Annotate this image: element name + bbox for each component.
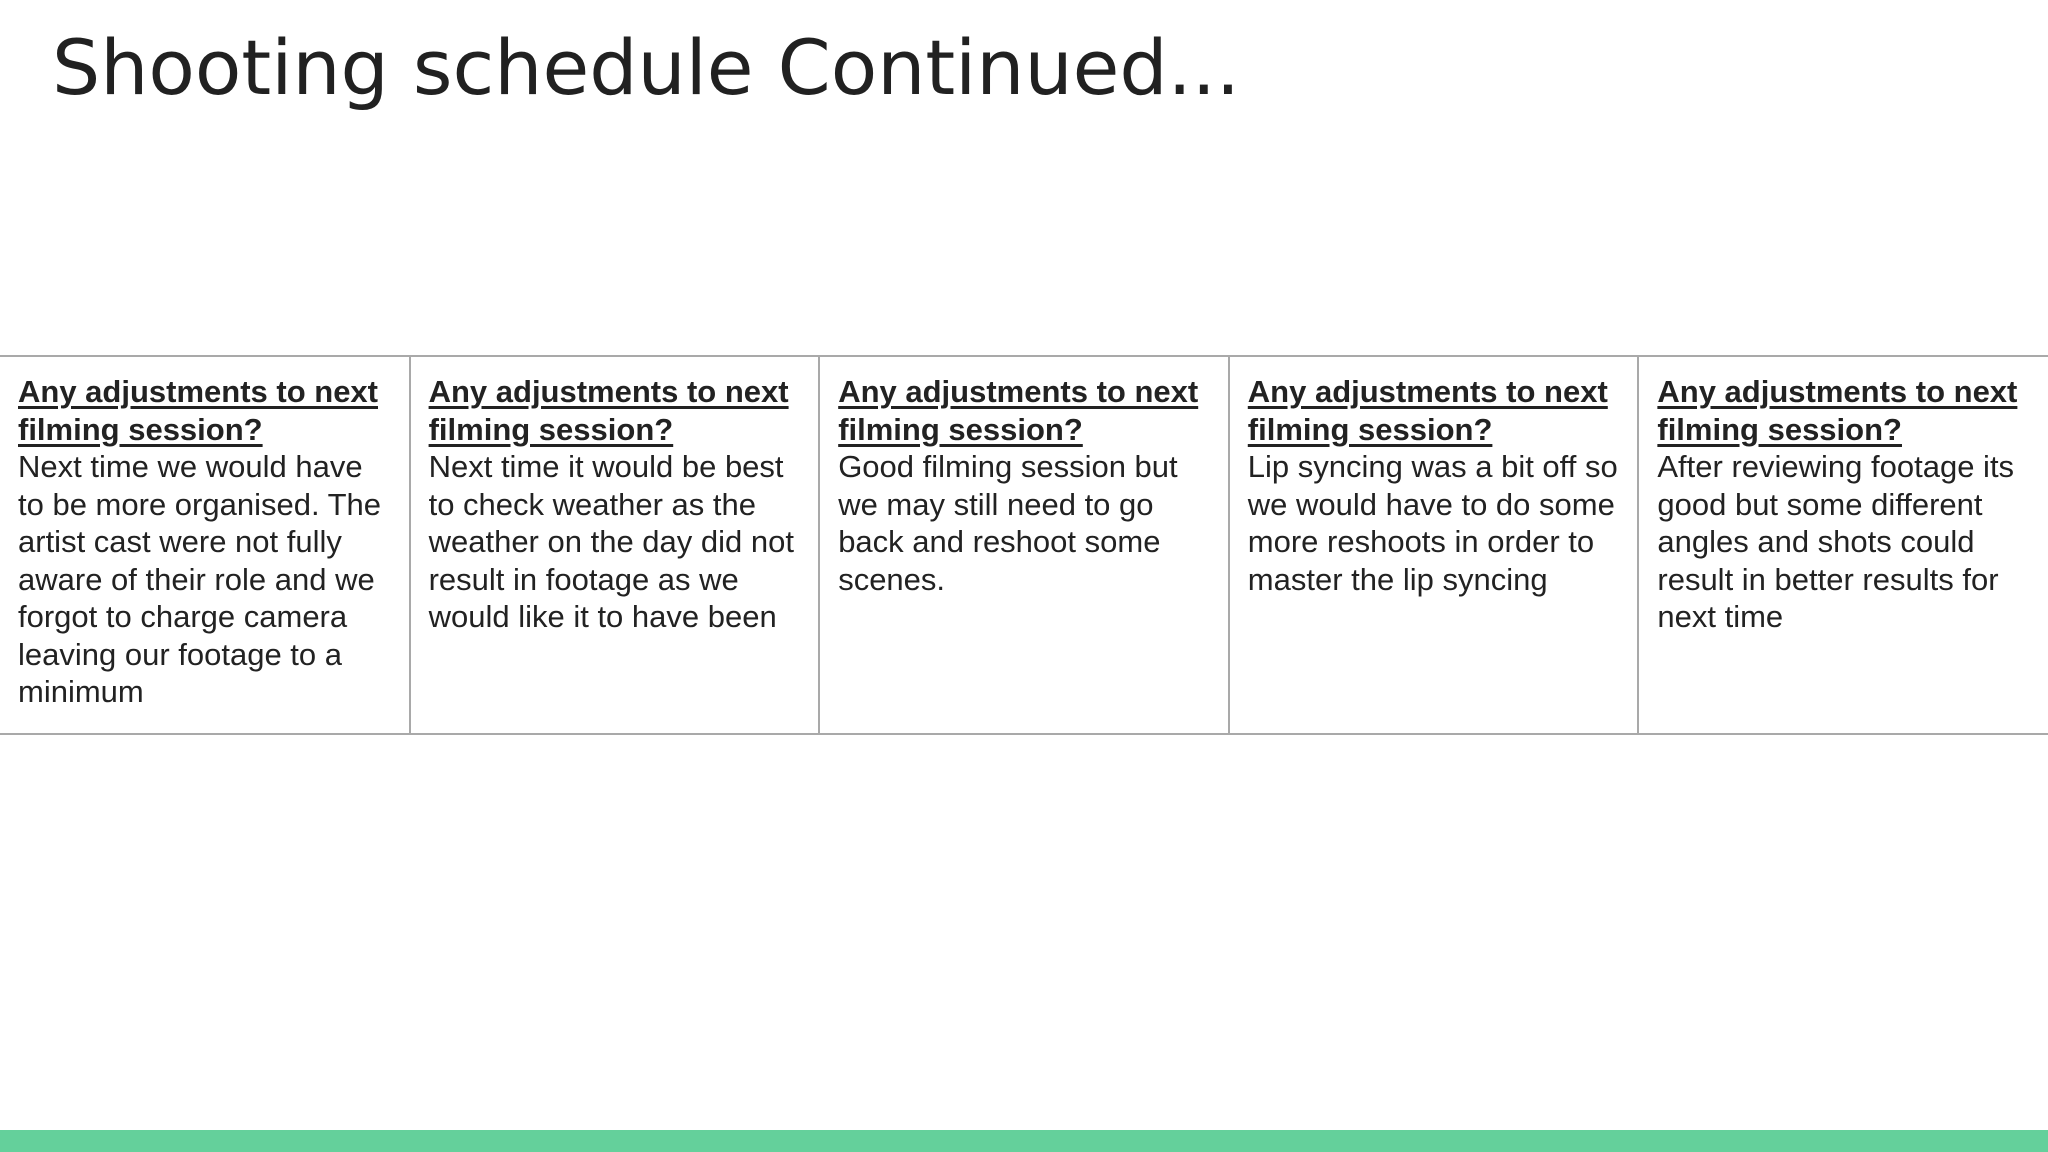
table-cell-2 [410, 356, 820, 734]
schedule-table [0, 355, 2048, 735]
cell-body: Next time we would have to be more organised. The artist cast were not fully aware of their role and we forgot to charge camera leaving our footage to a minimum [18, 449, 382, 709]
cell-heading: Any adjustments to next filming session? [838, 374, 1199, 447]
footer-accent-bar [0, 1130, 2048, 1152]
table-cell-5 [1638, 356, 2048, 734]
table-row [0, 356, 2048, 734]
table-cell-3 [819, 356, 1229, 734]
cell-heading: Any adjustments to next filming session? [1657, 374, 2018, 447]
cell-body: Good filming session but we may still need to go back and reshoot some scenes. [838, 449, 1178, 597]
cell-body: Lip syncing was a bit off so we would have to do some more reshoots in order to master the lip syncing [1247, 449, 1618, 597]
table-cell-1 [0, 356, 410, 734]
cell-body: Next time it would be best to check weather as the weather on the day did not result in footage as we would like it to have been [428, 449, 794, 634]
cell-heading: Any adjustments to next filming session? [428, 374, 789, 447]
cell-heading: Any adjustments to next filming session? [1247, 374, 1608, 447]
cell-heading: Any adjustments to next filming session? [18, 374, 378, 447]
table-cell-4 [1229, 356, 1639, 734]
cell-body: After reviewing footage its good but some different angles and shots could result in better results for next time [1657, 449, 2015, 634]
slide-title: Shooting schedule Continued... [52, 23, 1241, 112]
